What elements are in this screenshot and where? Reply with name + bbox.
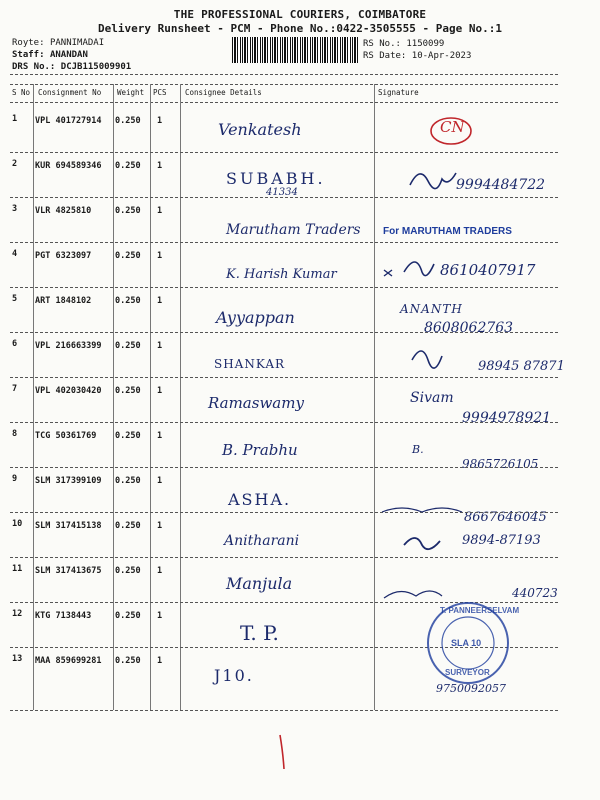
row-signature-handwriting: 98945 87871: [478, 359, 565, 374]
row-sno: 1: [12, 114, 18, 124]
red-ink-circle: [431, 118, 471, 144]
row-consignment: ART 1848102: [35, 296, 92, 306]
row-consignee-handwriting: ASHA.: [228, 490, 292, 509]
row-consignment: KTG 7138443: [35, 611, 92, 621]
row-sno: 3: [12, 204, 18, 214]
row-signature-handwriting: 440723: [512, 586, 558, 600]
row-sno: 13: [12, 654, 23, 664]
row-consignee-handwriting: Manjula: [226, 574, 293, 593]
row-consignment: VPL 402030420: [35, 386, 102, 396]
row-signature-stamp: For MARUTHAM TRADERS: [383, 226, 512, 237]
row-signature-phone: 9994978921: [462, 410, 552, 426]
row-pcs: 1: [157, 656, 163, 666]
stamp-center-text: SLA 10: [451, 638, 482, 648]
row-consignment: VLR 4825810: [35, 206, 92, 216]
drs-value: DCJB115009901: [60, 62, 132, 72]
row-weight: 0.250: [115, 656, 141, 666]
col-consignment: Consignment No: [38, 88, 102, 97]
row-pcs: 1: [157, 476, 163, 486]
row-weight: 0.250: [115, 251, 141, 261]
red-ink-mark: [280, 735, 284, 769]
row-pcs: 1: [157, 251, 163, 261]
row-consignment: MAA 859699281: [35, 656, 102, 666]
row-sno: 12: [12, 609, 23, 619]
row-consignee-handwriting: B. Prabhu: [222, 441, 298, 459]
stamp-bottom-text: SURVEYOR: [445, 668, 490, 677]
rs-date-label: RS Date:: [363, 51, 407, 61]
row-consignee-handwriting: T. P.: [240, 621, 279, 645]
row-signature-handwriting: CN: [440, 118, 465, 136]
row-pcs: 1: [157, 431, 163, 441]
row-weight: 0.250: [115, 116, 141, 126]
row-weight: 0.250: [115, 521, 141, 531]
row-signature-phone: 9865726105: [462, 457, 539, 471]
row-sno: 9: [12, 474, 18, 484]
row-pcs: 1: [157, 386, 163, 396]
row-sno: 5: [12, 294, 18, 304]
row-consignment: SLM 317415138: [35, 521, 102, 531]
row-weight: 0.250: [115, 206, 141, 216]
drs-label: DRS No.:: [12, 62, 56, 72]
row-pcs: 1: [157, 161, 163, 171]
row-weight: 0.250: [115, 566, 141, 576]
row-weight: 0.250: [115, 341, 141, 351]
signature-scribble: [410, 173, 456, 189]
row-consignee-handwriting: K. Harish Kumar: [226, 267, 337, 282]
runsheet-title: THE PROFESSIONAL COURIERS, COIMBATORE: [173, 8, 427, 21]
row-sno: 10: [12, 519, 23, 529]
route-label: Royte:: [12, 38, 45, 48]
row-consignee-handwriting: Marutham Traders: [226, 222, 361, 238]
row-consignee-handwriting: J10.: [214, 666, 254, 685]
row-pcs: 1: [157, 206, 163, 216]
row-pcs: 1: [157, 116, 163, 126]
staff-value: ANANDAN: [49, 50, 88, 60]
route-value: PANNIMADAI: [49, 38, 105, 48]
row-consignee-handwriting: Venkatesh: [218, 120, 302, 139]
row-pcs: 1: [157, 611, 163, 621]
row-sno: 2: [12, 159, 18, 169]
signature-scribble: [384, 591, 442, 598]
row-pcs: 1: [157, 341, 163, 351]
row-signature-handwriting: B.: [412, 443, 424, 456]
row-weight: 0.250: [115, 476, 141, 486]
row-consignee-note: 41334: [266, 187, 298, 198]
row-consignment: VPL 401727914: [35, 116, 102, 126]
col-weight: Weight: [117, 88, 145, 97]
row-consignee-handwriting: Ayyappan: [216, 308, 295, 327]
row-signature-handwriting: ANANTH: [400, 302, 463, 316]
row-pcs: 1: [157, 296, 163, 306]
row-consignee-handwriting: Anitharani: [224, 533, 300, 549]
row-consignment: KUR 694589346: [35, 161, 102, 171]
row-consignment: TCG 50361769: [35, 431, 97, 441]
signature-scribble: [382, 508, 462, 512]
row-consignee-handwriting: SUBABH.: [226, 169, 326, 188]
row-sno: 11: [12, 564, 23, 574]
cross-mark: [384, 270, 392, 276]
staff-label: Staff:: [12, 50, 45, 60]
row-weight: 0.250: [115, 161, 141, 171]
stamp-ring-text: T. PANNEERSELVAM: [440, 606, 520, 615]
row-consignment: SLM 317399109: [35, 476, 102, 486]
row-consignee-handwriting: Ramaswamy: [208, 394, 304, 412]
row-consignment: PGT 6323097: [35, 251, 92, 261]
col-signature: Signature: [378, 88, 419, 97]
row-pcs: 1: [157, 521, 163, 531]
col-consignee: Consignee Details: [185, 88, 262, 97]
col-pcs: PCS: [153, 88, 167, 97]
row-pcs: 1: [157, 566, 163, 576]
row-signature-handwriting: 9994484722: [456, 177, 546, 193]
row-signature-handwriting: 8610407917: [440, 261, 536, 279]
row-signature-handwriting: 9894-87193: [462, 533, 541, 548]
signature-scribble: [412, 351, 442, 368]
signature-scribble: [404, 538, 440, 549]
row-sno: 8: [12, 429, 18, 439]
row-consignment: SLM 317413675: [35, 566, 102, 576]
row-weight: 0.250: [115, 296, 141, 306]
row-weight: 0.250: [115, 431, 141, 441]
row-consignee-handwriting: SHANKAR: [214, 357, 286, 371]
runsheet-subtitle: Delivery Runsheet - PCM - Phone No.:0422-3505555 - Page No.:1: [98, 22, 502, 35]
rs-no-value: 1150099: [406, 39, 445, 49]
row-sno: 7: [12, 384, 18, 394]
signature-scribble: [404, 262, 434, 276]
row-signature-handwriting: Sivam: [410, 390, 454, 406]
rs-date-value: 10-Apr-2023: [411, 51, 472, 61]
row-signature-phone: 8608062763: [424, 320, 514, 336]
row-consignment: VPL 216663399: [35, 341, 102, 351]
row-sno: 6: [12, 339, 18, 349]
row-weight: 0.250: [115, 386, 141, 396]
rs-no-label: RS No.:: [363, 39, 401, 49]
row-weight: 0.250: [115, 611, 141, 621]
row-signature-handwriting: 9750092057: [436, 682, 506, 695]
row-sno: 4: [12, 249, 18, 259]
col-sno: S No: [12, 88, 31, 97]
row-signature-handwriting: 8667646045: [464, 510, 547, 525]
